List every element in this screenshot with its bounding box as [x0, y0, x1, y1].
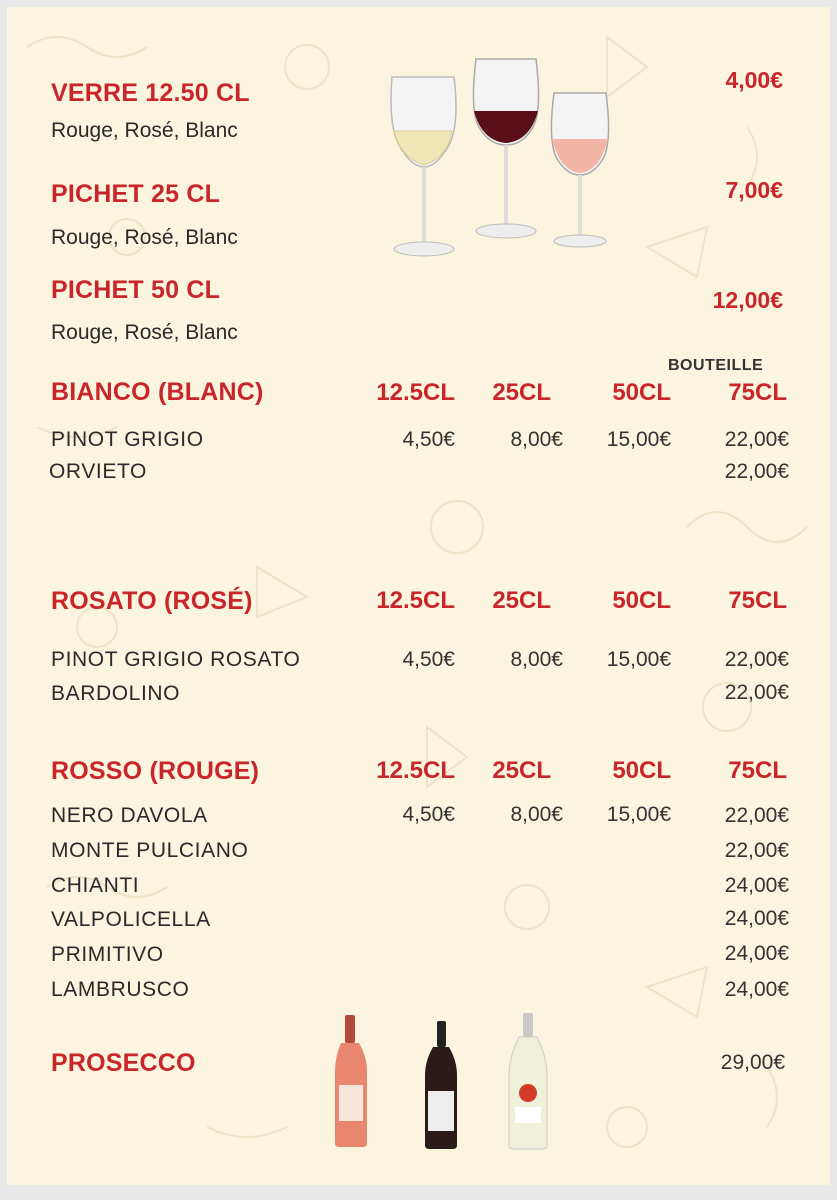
- rosso-row-2-name: CHIANTI: [51, 874, 140, 897]
- bianco-title: BIANCO (BLANC): [51, 378, 264, 406]
- rosso-row-0-p75: 22,00€: [724, 804, 789, 827]
- rosso-row-0-p25: 8,00€: [510, 803, 563, 826]
- rosato-col-25: 25CL: [492, 587, 551, 614]
- bianco-row-0-p75: 22,00€: [724, 428, 789, 451]
- verre-title: VERRE 12.50 CL: [51, 79, 250, 107]
- wine-bottles-image: [327, 1013, 557, 1153]
- rosato-row-1-name: BARDOLINO: [51, 682, 181, 705]
- bianco-row-0-p125: 4,50€: [402, 428, 455, 451]
- pichet50-subtitle: Rouge, Rosé, Blanc: [51, 321, 238, 344]
- rosso-row-0-name: NERO DAVOLA: [51, 804, 208, 827]
- bianco-col-50: 50CL: [612, 379, 671, 406]
- rosato-col-50: 50CL: [612, 587, 671, 614]
- rosso-row-1-name: MONTE PULCIANO: [51, 839, 249, 862]
- rosato-row-0-p25: 8,00€: [510, 648, 563, 671]
- rosato-col-75: 75CL: [728, 587, 787, 614]
- bianco-col-125: 12.5CL: [376, 379, 455, 406]
- bianco-row-1-p75: 22,00€: [724, 460, 789, 483]
- bianco-row-0-p25: 8,00€: [510, 428, 563, 451]
- bouteille-label: BOUTEILLE: [668, 357, 764, 374]
- rosso-row-2-p75: 24,00€: [724, 874, 789, 897]
- rosso-row-5-name: LAMBRUSCO: [51, 978, 190, 1001]
- red-wine-glass-icon: [473, 59, 538, 238]
- verre-price: 4,00€: [725, 67, 783, 93]
- pichet25-subtitle: Rouge, Rosé, Blanc: [51, 226, 238, 249]
- rosso-col-50: 50CL: [612, 757, 671, 784]
- prosecco-bottle-icon: [509, 1013, 547, 1149]
- rose-bottle-icon: [335, 1015, 367, 1147]
- rosso-title: ROSSO (ROUGE): [51, 757, 260, 785]
- rose-wine-glass-icon: [551, 93, 608, 247]
- pichet25-price: 7,00€: [725, 177, 783, 203]
- pichet50-title: PICHET 50 CL: [51, 276, 221, 304]
- rosso-col-75: 75CL: [728, 757, 787, 784]
- prosecco-price: 29,00€: [720, 1051, 785, 1074]
- rosso-row-1-p75: 22,00€: [724, 839, 789, 862]
- rosso-row-3-p75: 24,00€: [724, 907, 789, 930]
- rosso-row-3-name: VALPOLICELLA: [51, 908, 211, 931]
- pichet50-price: 12,00€: [712, 287, 783, 313]
- rosato-row-0-name: PINOT GRIGIO ROSATO: [51, 648, 301, 671]
- wine-glasses-image: [382, 47, 612, 262]
- rosso-row-4-p75: 24,00€: [724, 942, 789, 965]
- prosecco-title: PROSECCO: [51, 1049, 196, 1077]
- bianco-row-0-name: PINOT GRIGIO: [51, 428, 204, 451]
- bianco-col-75: 75CL: [728, 379, 787, 406]
- rosato-col-125: 12.5CL: [376, 587, 455, 614]
- rosso-row-5-p75: 24,00€: [724, 978, 789, 1001]
- bianco-row-0-p50: 15,00€: [606, 428, 671, 451]
- rosso-col-125: 12.5CL: [376, 757, 455, 784]
- rosato-row-1-p75: 22,00€: [724, 681, 789, 704]
- rosato-row-0-p125: 4,50€: [402, 648, 455, 671]
- pichet25-title: PICHET 25 CL: [51, 180, 221, 208]
- rosso-row-4-name: PRIMITIVO: [51, 943, 164, 966]
- rosato-row-0-p75: 22,00€: [724, 648, 789, 671]
- verre-subtitle: Rouge, Rosé, Blanc: [51, 119, 238, 142]
- bianco-col-25: 25CL: [492, 379, 551, 406]
- rosato-row-0-p50: 15,00€: [606, 648, 671, 671]
- red-bottle-icon: [425, 1021, 457, 1149]
- menu-page: [7, 7, 830, 1185]
- rosato-title: ROSATO (ROSÉ): [51, 587, 253, 615]
- rosso-row-0-p125: 4,50€: [402, 803, 455, 826]
- rosso-row-0-p50: 15,00€: [606, 803, 671, 826]
- bianco-row-1-name: ORVIETO: [49, 460, 147, 483]
- white-wine-glass-icon: [391, 77, 456, 256]
- rosso-col-25: 25CL: [492, 757, 551, 784]
